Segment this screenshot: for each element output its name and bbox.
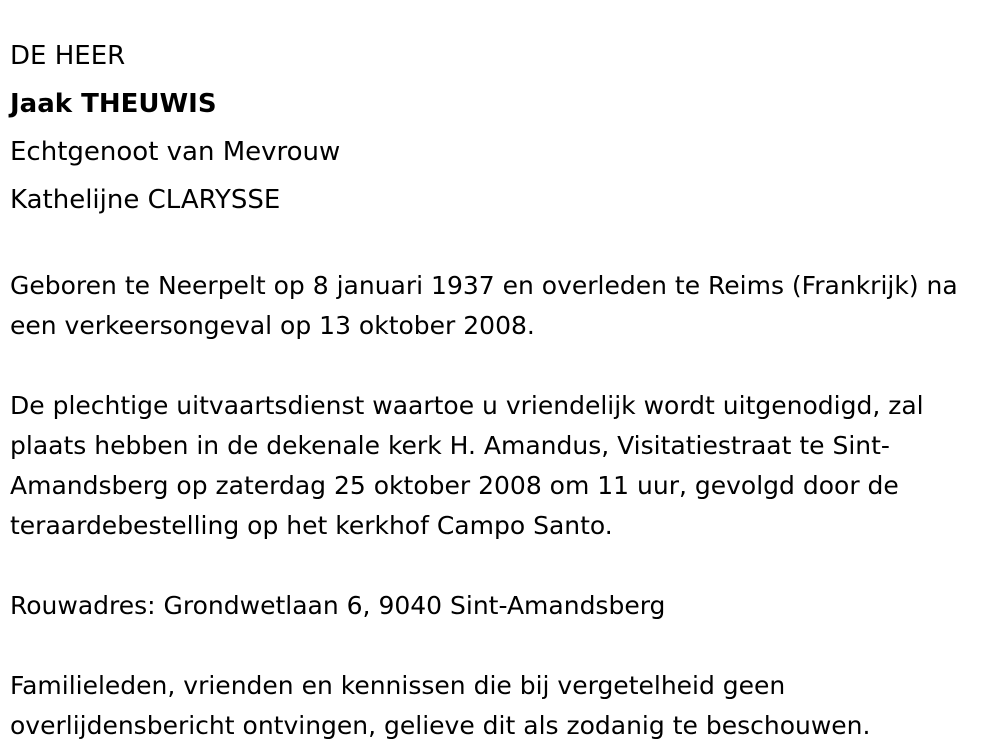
relation-line: Echtgenoot van Mevrouw xyxy=(10,137,341,167)
salutation: DE HEER xyxy=(10,41,126,71)
mourning-address: Rouwadres: Grondwetlaan 6, 9040 Sint-Amandsberg xyxy=(10,591,666,620)
deceased-name: Jaak THEUWIS xyxy=(10,89,217,119)
spouse-name: Kathelijne CLARYSSE xyxy=(10,185,281,215)
birth-death-paragraph: Geboren te Neerpelt op 8 januari 1937 en overleden te Reims (Frankrijk) na een verkeersongeval op 13 oktober 2008. xyxy=(10,271,958,340)
notice-header xyxy=(10,0,1000,224)
funeral-service-paragraph: De plechtige uitvaartsdienst waartoe u vriendelijk wordt uitgenodigd, zal plaats hebben in de dekenale kerk H. Amandus, Visitatiestraat te Sint-Amandsberg op zaterdag 25 oktober 2008 om 11 uur, gevolgd door de teraardebestelling op het kerkhof Campo Santo. xyxy=(10,391,924,540)
family-notice-paragraph: Familieleden, vrienden en kennissen die bij vergetelheid geen overlijdensbericht ontvingen, gelieve dit als zodanig te beschouwen. xyxy=(10,671,871,740)
